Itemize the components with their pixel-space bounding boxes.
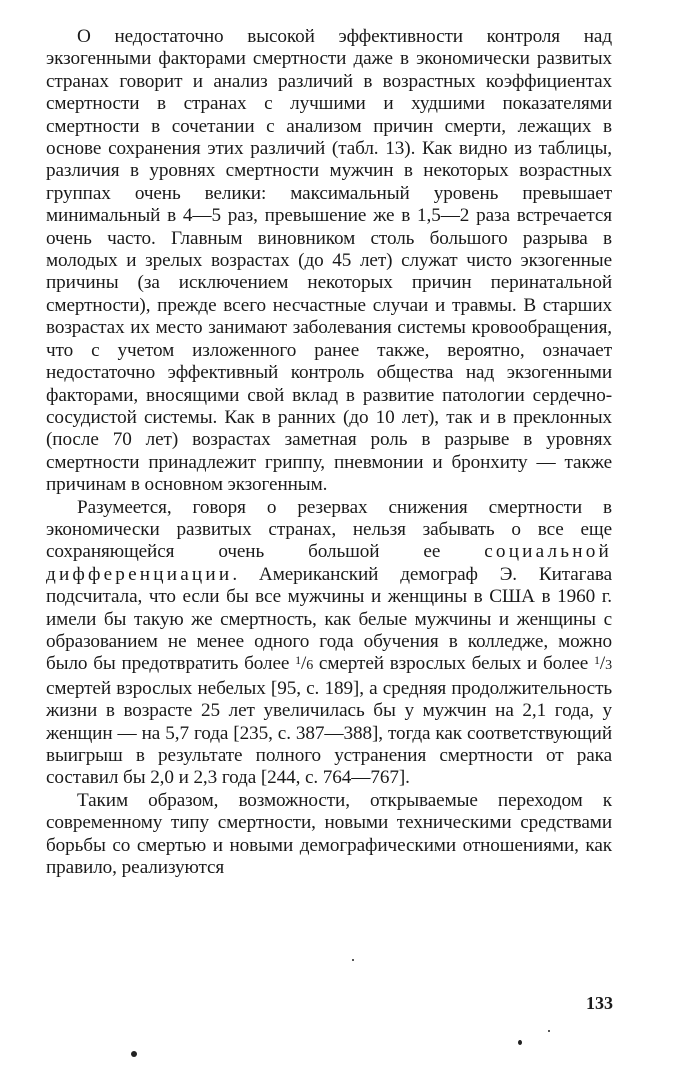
paragraph-3-text: Таким образом, возможности, открываемые переходом к современному типу смертности, новыми техническими средствами борьбы со смертью и новыми демографическими отношениями, как правило, реализуются: [46, 789, 612, 879]
paragraph-2-text-c: смертей взрослых белых и более: [313, 653, 594, 675]
emphasized-term: социальной дифференциации: [46, 541, 612, 585]
paragraph-2-text-b: . Американский демограф Э. Китагава подсчитала, что если бы все мужчины и женщины в США в 1960 г. имели бы такую же смертность, как белые мужчины и женщины с образованием не менее одного года обучения в колледже, можно было бы предотвратить более: [46, 563, 612, 675]
paragraph-2-text-d: смертей взрослых небелых [95, с. 189], а средняя продолжительность жизни в возрасте 25 лет увеличилась бы у мужчин на 2,1 года, у женщин — на 5,7 года [235, с. 387—388], тогда как соответствующий выигрыш в результате полного устранения смертности от рака составил бы 2,0 и 2,3 года [244, с. 764—767].: [46, 677, 612, 789]
scan-speck: [352, 959, 354, 961]
scan-speck: [131, 1051, 137, 1057]
paragraph-1-text: О недостаточно высокой эффективности контроля над экзогенными факторами смертности даже в экономически развитых странах говорит и анализ различий в возрастных коэффициентах смертности в странах с лучшими и худшими показателями смертности в сочетании с анализом причин смерти, лежащих в основе сохранения этих различий (табл. 13). Как видно из таблицы, различия в уровнях смертности мужчин в некоторых возрастных группах очень велики: максимальный уровень превышает минимальный в 4—5 раз, превышение же в 1,5—2 раза встречается очень часто. Главным виновником столь большого разрыва в молодых и зрелых возрастах (до 45 лет) служат чисто экзогенные причины (за исключением некоторых причин перинатальной смертности), прежде всего несчастные случаи и травмы. В старших возрастах их место занимают заболевания системы кровообращения, что с учетом изложенного ранее также, вероятно, означает недостаточно эффективный контроль общества над экзогенными факторами, вносящими свой вклад в развитие патологии сердечно-сосудистой системы. Как в ранних (до 10 лет), так и в преклонных (после 70 лет) возрастах заметная роль в разрыве в уровнях смертности принадлежит гриппу, пневмонии и бронхиту — также причинам в основном экзогенным.: [46, 26, 612, 496]
page-body: [46, 26, 612, 879]
scan-speck: [548, 1030, 550, 1032]
page-number: 133: [586, 993, 613, 1013]
paragraph-2-text-a: Разумеется, говоря о резервах снижения смертности в экономически развитых странах, нельзя забывать о все еще сохраняющейся очень большой ее: [46, 496, 612, 563]
fraction-one-third: $^1$/3: [594, 653, 612, 675]
fraction-one-sixth: $^1$/6: [295, 653, 314, 675]
scan-speck: [518, 1040, 522, 1045]
paragraph-3: [46, 790, 612, 880]
paragraph-1: [46, 26, 612, 497]
paragraph-2: [46, 497, 612, 790]
